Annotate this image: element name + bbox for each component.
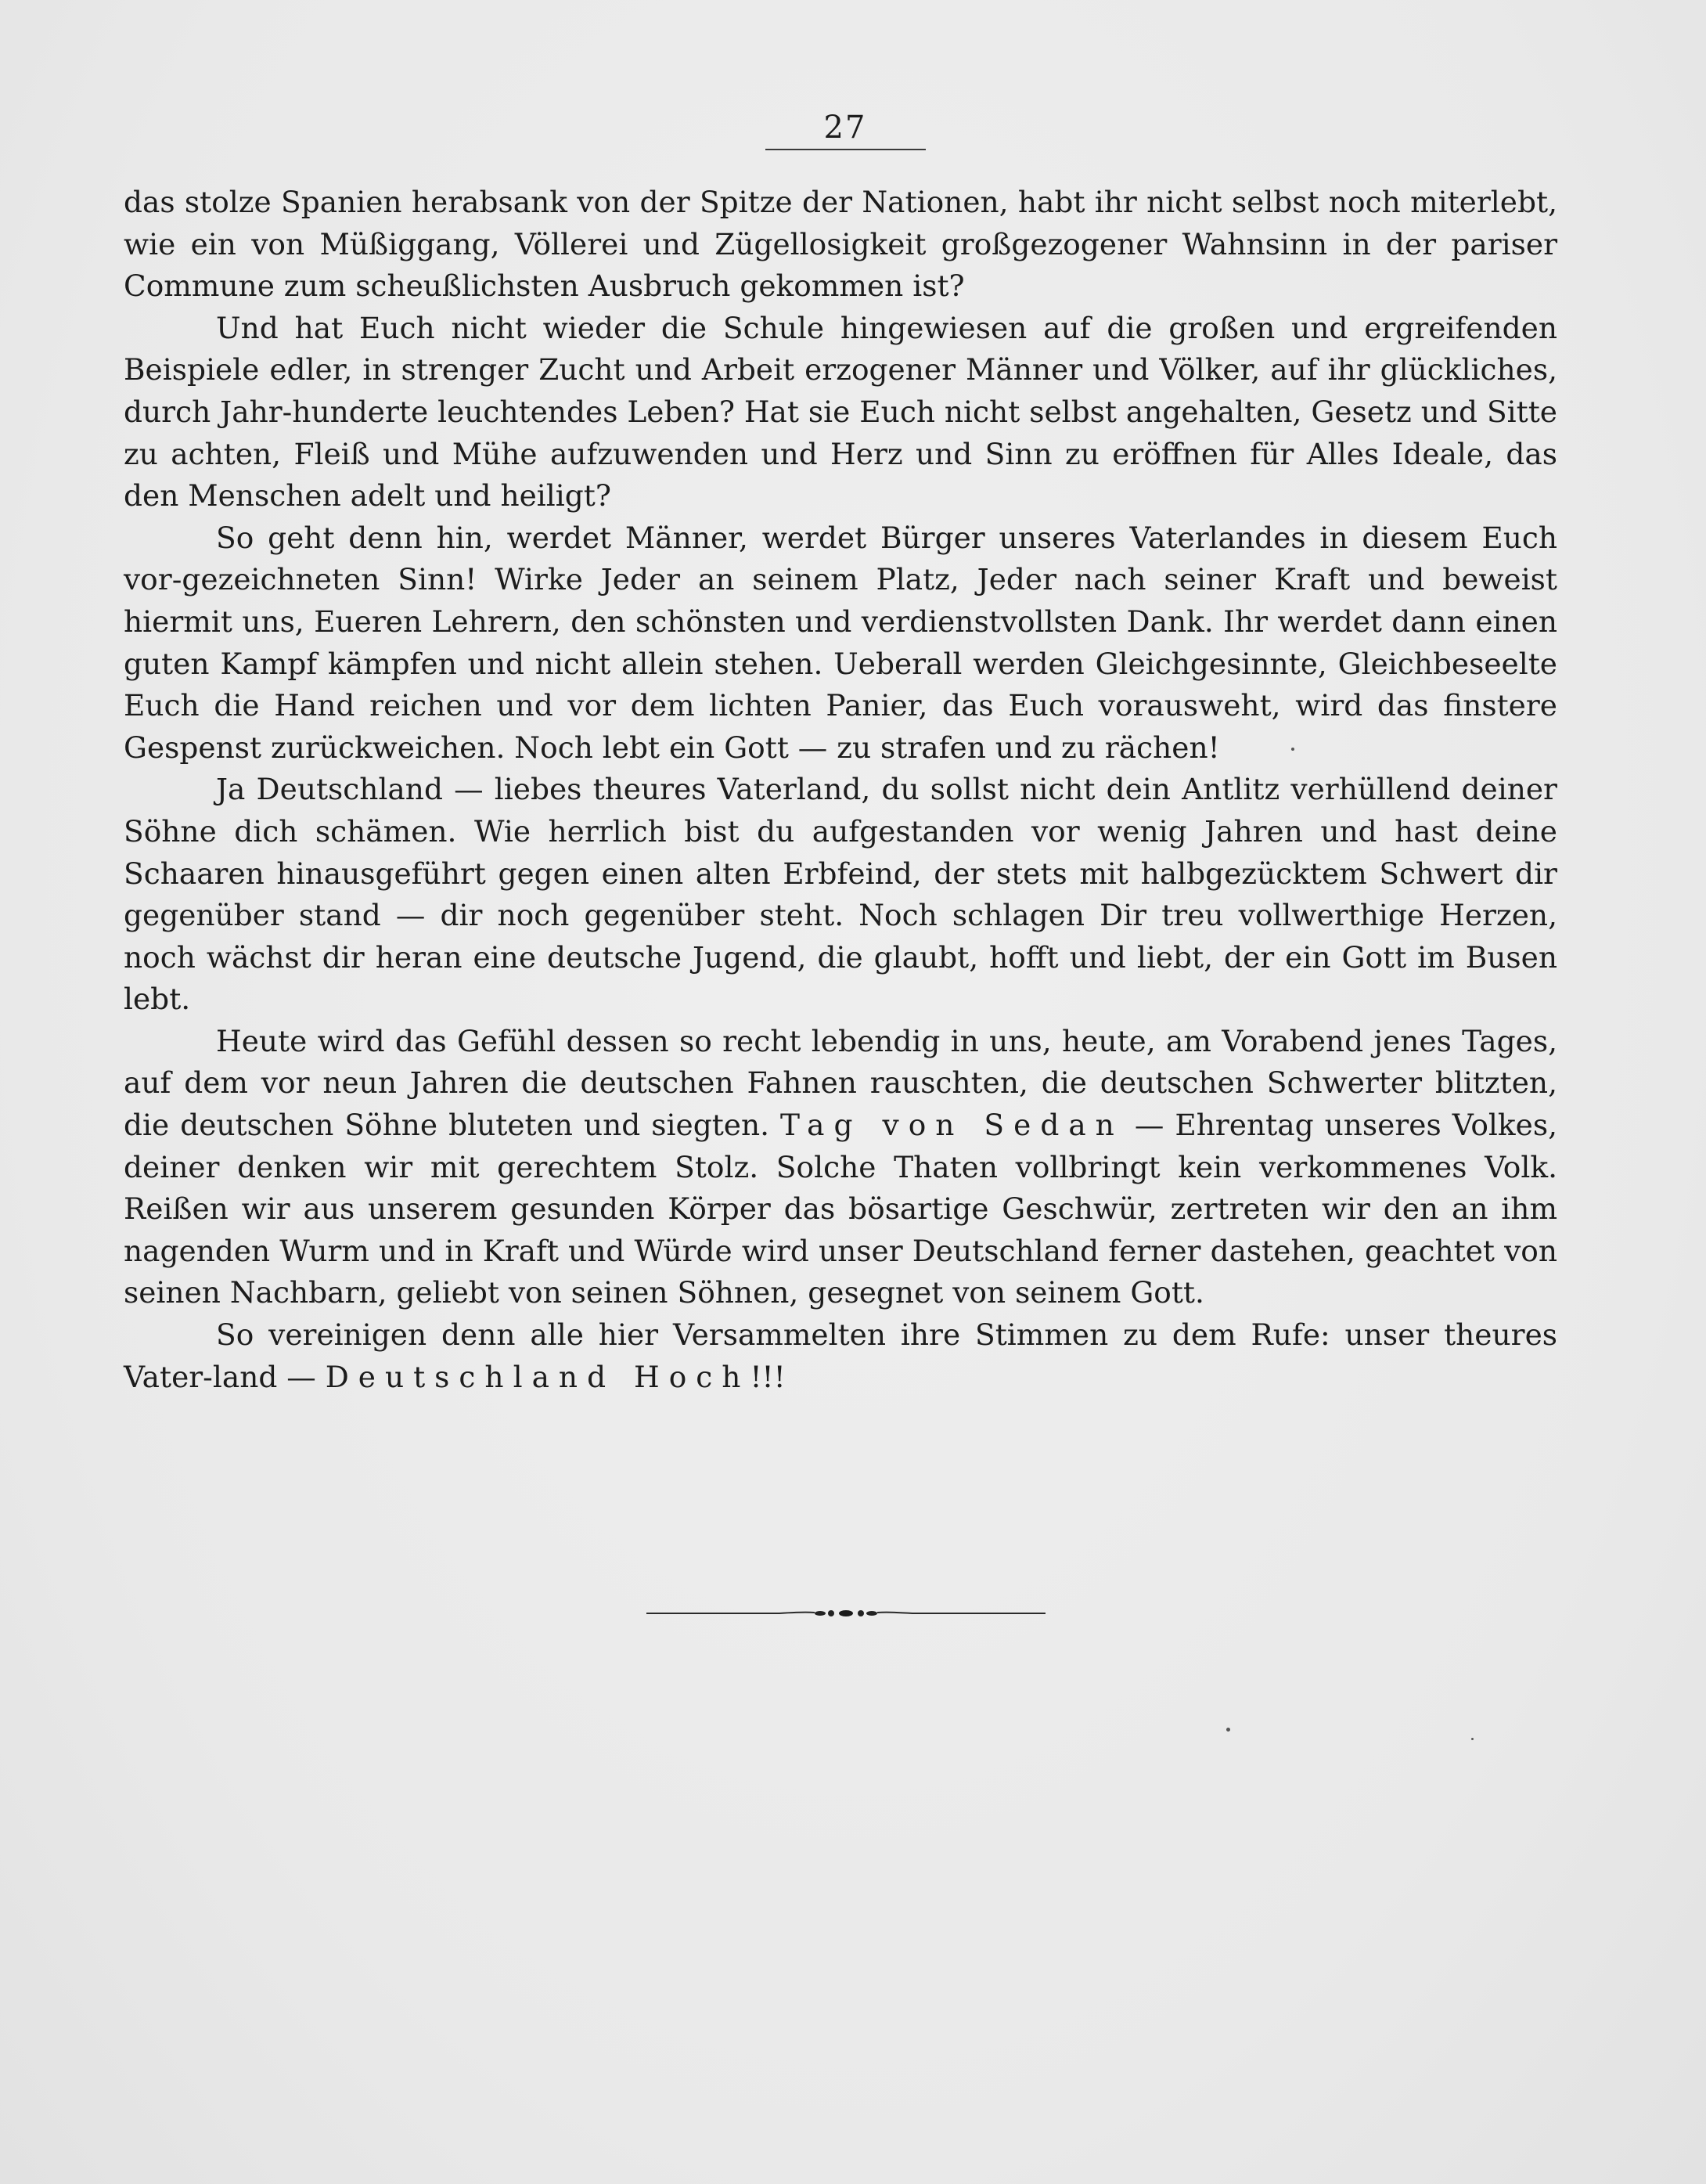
- paper-speck: [1226, 1728, 1230, 1732]
- paragraph-6-spaced-text: Deutschland Hoch: [325, 1359, 750, 1394]
- paragraph-2: Und hat Euch nicht wieder die Schule hingewiesen auf die großen und ergreifenden Beispiele edler, in strenger Zucht und Arbeit erzogener Männer und Völker, auf ihr glückliches, durch Jahr-hunderte leuchtendes Leben? Hat sie Euch nicht selbst angehalten, Gesetz und Sitte zu achten, Fleiß und Mühe aufzuwenden und Herz und Sinn zu eröffnen für Alles Ideale, das den Menschen adelt und heiligt?: [124, 310, 1557, 514]
- paragraph-4: Ja Deutschland — liebes theures Vaterland, du sollst nicht dein Antlitz verhüllend deiner Söhne dich schämen. Wie herrlich bist du aufgestanden vor wenig Jahren und hast deine Schaaren hinausgeführt gegen einen alten Erbfeind, der stets mit halbgezücktem Schwert dir gegenüber stand — dir noch gegenüber steht. Noch schlagen Dir treu vollwerthige Herzen, noch wächst dir heran eine deutsche Jugend, die glaubt, hofft und liebt, der ein Gott im Busen lebt.: [124, 772, 1557, 1017]
- paragraph-6-text-after: !!!: [750, 1359, 786, 1394]
- page-number-rule: [765, 149, 926, 150]
- paragraph-3: So geht denn hin, werdet Männer, werdet Bürger unseres Vaterlandes in diesem Euch vor-gezeichneten Sinn! Wirke Jeder an seinem Platz, Jeder nach seiner Kraft und beweist hiermit uns, Eueren Lehrern, den schönsten und verdienstvollsten Dank. Ihr werdet dann einen guten Kampf kämpfen und nicht allein stehen. Ueberall werden Gleichgesinnte, Gleichbeseelte Euch die Hand reichen und vor dem lichten Panier, das Euch vorausweht, wird das finstere Gespenst zurückweichen. Noch lebt ein Gott — zu strafen und zu rächen!: [124, 520, 1557, 765]
- page-number: 27: [823, 110, 867, 146]
- section-end-ornament-icon: [646, 1605, 1046, 1622]
- paragraph-1: das stolze Spanien herabsank von der Spitze der Nationen, habt ihr nicht selbst noch miterlebt, wie ein von Müßiggang, Völlerei und Zügellosigkeit großgezogener Wahnsinn in der pariser Commune zum scheußlichsten Ausbruch gekommen ist?: [124, 185, 1557, 304]
- paper-speck: [1471, 1738, 1474, 1740]
- paragraph-5-text-before: Heute wird das Gefühl dessen so recht lebendig in uns, heute, am Vorabend jenes Tages, auf dem vor neun Jahren die deutschen Fahnen rauschten, die deutschen Schwerter blitzten, die deutschen Söhne bluteten und siegten.: [124, 1023, 1557, 1143]
- body-text: [124, 182, 1557, 1398]
- paragraph-6-text-before: So vereinigen denn alle hier Versammelten ihre Stimmen zu dem Rufe: unser theures Vater-land —: [124, 1317, 1557, 1394]
- paper-speck: [1291, 748, 1294, 751]
- paragraph-5-text-after: — Ehrentag unseres Volkes, deiner denken wir mit gerechtem Stolz. Solche Thaten vollbringt kein verkommenes Volk. Reißen wir aus unserem gesunden Körper das bösartige Geschwür, zertreten wir den an ihm nagenden Wurm und in Kraft und Würde wird unser Deutschland ferner dastehen, geachtet von seinen Nachbarn, geliebt von seinen Söhnen, gesegnet von seinem Gott.: [124, 1108, 1557, 1310]
- paragraph-6: [124, 1314, 1557, 1398]
- paragraph-5-spaced-text: Tag von Sedan: [780, 1108, 1124, 1143]
- paragraph-5: [124, 1021, 1557, 1314]
